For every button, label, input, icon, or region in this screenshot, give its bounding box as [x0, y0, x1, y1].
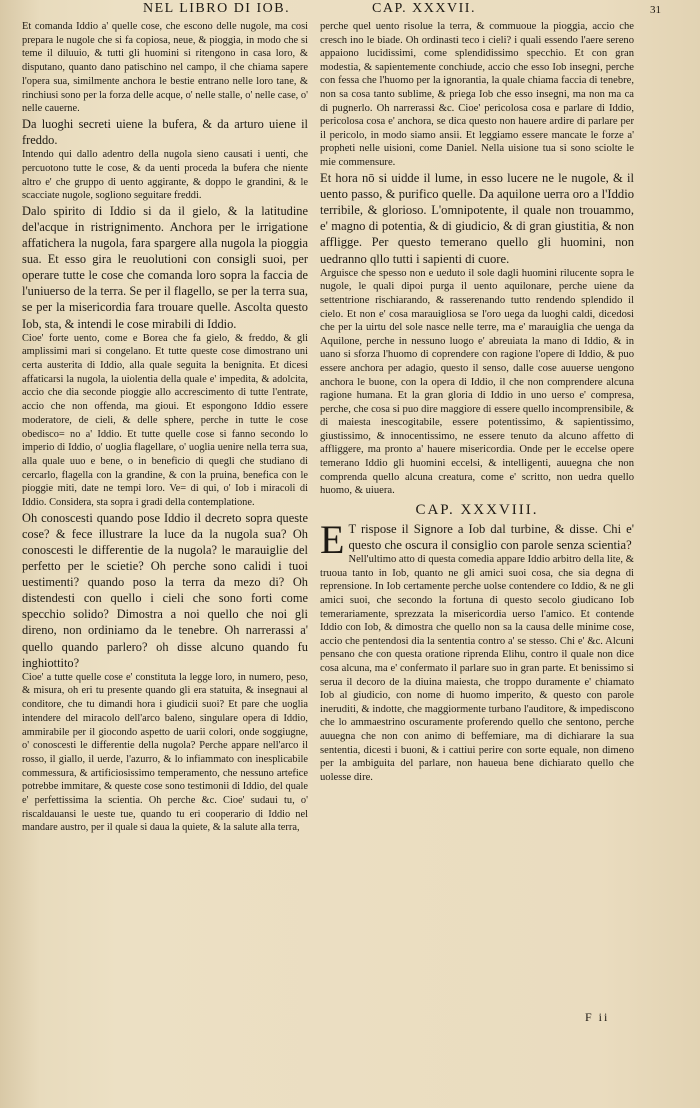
left-column [22, 20, 308, 835]
paragraph: Intendo qui dallo adentro della nugola sieno causati i uenti, che percuotono tutte le cose, & da uenti proceda la bufera che niente altro e' che gruppo di uento aggirante, & doppo le grandini, & le scacciate nugole, sogliono seguitare freddi. [22, 149, 308, 202]
chapter-commentary: Nell'ultimo atto di questa comedia appare Iddio arbitro della lite, & truoua tanto in Iob, quanto ne gli amici suoi cosa, che sia degna di reprensione. In Iob certamente perche uolse contendere co Iddio, & ne gli amici suoi, che secondo la fortuna di questo secolo giudicano Iob temerariamente, sprezzata la misericordia uerso l'amico. Et contende Iddio con Iob, & dimostra che quello non sa la causa delle minime cose, accio che pentendosi dia la sententia contro a' se stesso. Chi e' &c. Alcuni pensano che con questa oratione riprenda Elihu, contro il quale non dice cosa alcuna, ma e' confermato il parlare suo in gran parte. Et benissimo si serua il decoro de la diuina maiesta, che troppo duramente e' chiamato Iob al giudicio, con nome di huomo imperito, & questo con parole ineruditi, & indotte, che maggiormente turbano l'auditore, & impediscono che lo ammaestrino oscuramente proferendo quello che sentono, perche auuegna che non con animo di beffemiare, ma di dichiarare la sua sententia, dicesti i buoni, & i cattiui perire con sorte equale, non dimeno per la ambiguita del parlare, non haueua bene dichiarato quello che uolesse dire. [320, 554, 634, 783]
folio-number: 31 [650, 4, 661, 16]
paragraph: Cioe' forte uento, come e Borea che fa gielo, & freddo, & gli amplissimi mari si congelano. Et tutte queste cose dimostrano uni certa austerita di Iddio, alla quale seguita la benignita. Et dicesi affaticarsi la nugola, la uiolentia della quale e' impedita, & adolcita, accio che dia seconde pioggie allo accrescimento di tutte l'entrate, accio che non offenda, ma gioui. Et espongono Iddio essere moderatore, de cieli, & delle sphere, perche in tutte le cose obedisco= no a' Iddio. Et tutte quelle cose si fanno secondo lo imperio di Iddio, o' uoglia flagellare, o' uoglia uenire nella terra sua, alla quale uuo e bene, o in beneficio di quegli che studiano di cercarlo, flagella con la grandine, & con la pruina, benefica con le pioggie miti, date ne tempi loro. Ve= di qui, o' Iob i miracoli di Iddio. Considera, sta sopra i gradi della contemplatione. [22, 332, 308, 509]
paragraph: Oh conoscesti quando pose Iddio il decreto sopra queste cose? & fece illustrare la luce da la nugola sua? Oh conoscesti le differentie de la nugola? le marauiglie del perfetto per le scietie? Oh perche sono calidi i tuoi uestimenti? quando poso la terra da mezo di? Oh distendesti con quello i cieli che sono forti come specchio solido? Dimostra a noi quello che noi gli direno, non ordiniamo da le tenebre. Oh narrerassi a' quello quando parlero? oh disse alcuno quando fu inghiottito? [22, 510, 308, 670]
drop-cap: E [320, 516, 345, 562]
running-head-chapter: CAP. XXXVII. [372, 1, 476, 16]
paragraph: Cioe' a tutte quelle cose e' constituta la legge loro, in numero, peso, & misura, oh eri tu presente quando gli era statuita, & insegnaui al conditore, che tu dimandi hora i giudicii suoi? Et pare che uoglia intendere del miracolo dell'arco baleno, singulare opera di Iddio, ammirabile per il giocondo aspetto de uarii colori, onde soggiugne, o' conoscesti le differentie della nugola? Perche appare nell'arco il rosso, il giallo, il uerde, l'azurro, & lo infiammato con inesplicabile commessura, & artificiosissimo temperamento, che nessuno artefice potrebbe immitare, & queste cose sono testimonii di Iddio, del quale e' perfettissima la scientia. Oh perche &c. Cioe' sudaui tu, o' riscaldauansi le ueste tue, quando tu eri cooperario di Iddio nel mandare austro, per il quale si daua la quiete, & la salute alla terra, [22, 671, 308, 834]
paragraph: Dalo spirito di Iddio si da il gielo, & la latitudine del'acque in ristrignimento. Anchora per le irrigatione affatichera la nugola, fara spargere alla nugola la pioggia sua. Et esso gira le reuolutioni con consigli suoi, per operare tutte le cose che comanda loro sopra la faccia de l'uniuerso de la terra. Se per il flagello, se per la terra sua, se per la misericordia fara trouare quelle. Ascolta questo Iob, sta, & intendi le cose mirabili di Iddio. [22, 203, 308, 331]
running-head [0, 0, 700, 22]
chapter-lead [320, 516, 634, 562]
chapter-lead-text: T rispose il Signore a Iob dal turbine, & disse. Chi e' questo che oscura il consiglio con parole senza scientia? [348, 521, 634, 553]
paragraph: Da luoghi secreti uiene la bufera, & da arturo uiene il freddo. [22, 116, 308, 148]
running-head-title: NEL LIBRO DI IOB. [143, 1, 291, 16]
paragraph: Et comanda Iddio a' quelle cose, che escono delle nugole, ma cosi prepara le nugole che si fa copiosa, neue, & pioggia, in modo che si teme il diluuio, & tutti gli huomini si ritengono in casa loro, & disputano, quanto dano patischino nel campo, il che chiama sapere l'opera sua, similmente anchora le bestie entrano nelle loro tane, & rinchiusi sono per la forza delle acque, o' nelle stalle, o' nelle case, o' nelle cauerne. [22, 21, 308, 115]
right-column [320, 20, 634, 784]
paragraph: Et hora nō si uidde il lume, in esso lucere ne le nugole, & il uento passo, & purifico quelle. Da aquilone uerra oro a l'Iddio terribile, & glorioso. L'omnipotente, il quale non trouammo, e' magno di potentia, & di giudicio, & di gran giustitia, & non affligge. Per questo temerano quello gli huomini, non uedranno qllo tutti i sapienti di cuore. [320, 170, 634, 266]
chapter-heading: CAP. XXXVIII. [415, 501, 539, 518]
signature-mark: F ii [585, 1010, 610, 1024]
paragraph: Arguisce che spesso non e ueduto il sole dagli huomini rilucente sopra le nugole, le quali dipoi purga il uento aquilonare, perche uiene da settentrione rischiarando, & rasserenando tutto rendendo splendido il cielo. Et non e' cosa marauigliosa se l'oro uega da luoghi caldi, dicedosi che per la uirtu del sole nasce nelle terre, ma e' marauiglia che uenga da Aquilone, perche in nessuno luogo e' abreuiata la mano di Iddio, & in uano si sforza l'huomo di coprendere con ragione l'opere di Iddio, & puo essere anchora per adagio, questo il senso, dalle cose auuerse uengono anchora le buone, con la opera di Iddio, il che non comprendere alcuna ragione humana. Et la gran gloria di Iddio in uno uerso e' compresa, perche, che cosa si puo dire maggiore di essere quello incomprensibile, & di maiesta inescogitabile, essere potentissimo, & sapientissimo, giustissimo, & innocentissimo, ne essere tenuto da alcuno affetto di affliggere, ma pronto a' hauere misericordia. Onde per le eccelse opere temerano Iddio gli huomini eccelsi, & intelligenti, auuegna che non comprenda quello alcuna creatura, come e' scritto, non uedra quello huomo, & uiuera. [320, 267, 634, 497]
paragraph: perche quel uento risolue la terra, & commuoue la pioggia, accio che cresch ino le biade. Oh ordinasti teco i cieli? i quali essendo l'aere sereno appaiono lucidissimi, come splendidissimo specchio. Et con gran modestia, & sapientemente conchiude, accio che esso Iob insegni, perche con fessa che l'huomo per la ignorantia, la quale chiama faccia di tenebre, non sa cosa tanto sublime, & priega Iob che esso insegni, ma non ma ca di pugnerlo. Oh narrerassi &c. Cioe' pericolosa cosa e parlare di Iddio, pericolosa cosa e' anchora, se dica questo non hauere ardire di parlare per il pericolo, in modo siamo ansii. Et leggiamo essere mancate le forze a' propheti nelle uisioni, come Daniel. Nella uisione tua si sono sciolte le mie commensure. [320, 21, 634, 168]
